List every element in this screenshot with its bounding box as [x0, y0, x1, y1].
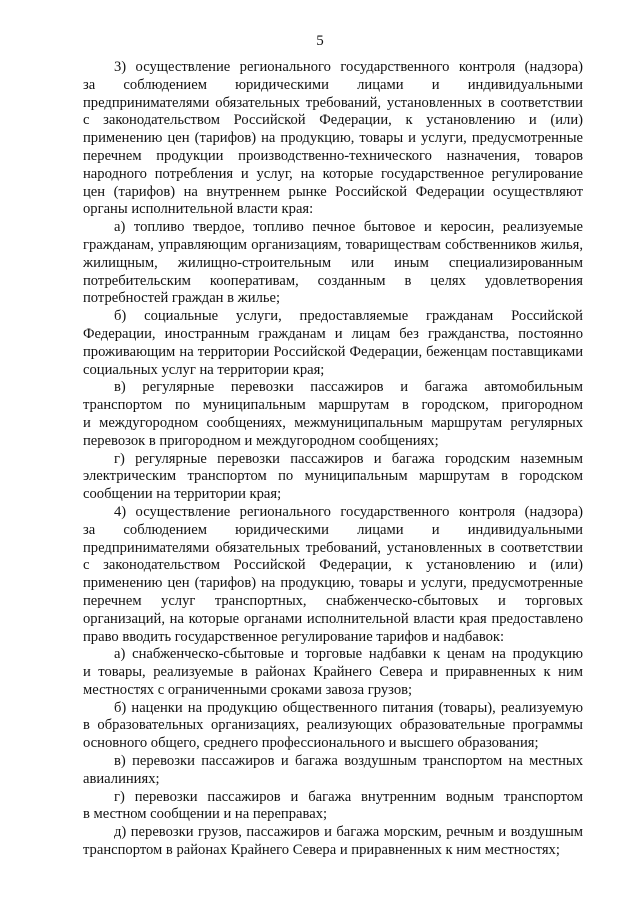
text-line: г) регулярные перевозки пассажиров и багажа городским наземным	[114, 450, 583, 467]
text-line: проживающим на территории Российской Федерации, беженцам поставщиками	[83, 343, 583, 360]
text-line: применению цен (тарифов) на продукцию, товары и услуги, предусмотренные	[83, 575, 583, 592]
paragraph-3b	[83, 308, 583, 379]
paragraph-4d	[83, 824, 583, 860]
text-line: за соблюдением юридическими лицами и индивидуальными	[83, 76, 583, 93]
paragraph-4	[83, 504, 583, 646]
paragraph-3	[83, 59, 583, 219]
text-line: в) перевозки пассажиров и багажа воздушным транспортом на местных	[114, 753, 583, 770]
paragraph-4a	[83, 646, 583, 699]
text-line: потребительским кооперативам, созданным в целях удовлетворения	[83, 272, 583, 289]
text-line: г) перевозки пассажиров и багажа внутренним водным транспортом	[114, 788, 583, 805]
page-number: 5	[316, 33, 324, 49]
text-line: народного потребления и услуг, на которые государственное регулирование	[83, 165, 583, 182]
text-line: органы исполнительной власти края:	[83, 201, 314, 218]
text-line: и товары, реализуемые в районах Крайнего Севера и приравненных к ним	[83, 664, 583, 681]
text-line: электрическим транспортом по муниципальным маршрутам в городском	[83, 468, 583, 485]
text-line: в местном сообщении и на переправах;	[83, 806, 328, 823]
text-line: перечнем продукции производственно-технического назначения, товаров	[83, 147, 583, 164]
text-line: авиалиниях;	[83, 770, 160, 787]
text-line: 3) осуществление регионального государственного контроля (надзора)	[114, 59, 583, 75]
text-line: транспортом по муниципальным маршрутам в городском, пригородном	[83, 397, 583, 414]
text-line: Федерации, иностранным гражданам и лицам без гражданства, постоянно	[83, 325, 583, 342]
text-line: и междугородном сообщениях, межмуниципальным маршрутам регулярных	[83, 414, 583, 431]
text-line: жилищным, жилищно-строительным или иным специализированным	[83, 254, 583, 271]
text-line: б) наценки на продукцию общественного питания (товары), реализуемую	[114, 699, 583, 716]
text-line: перечнем услуг транспортных, снабженческо-сбытовых и торговых	[83, 592, 583, 609]
text-line: потребностей граждан в жилье;	[83, 290, 281, 307]
text-line: сообщении на территории края;	[83, 486, 282, 503]
text-line: с законодательством Российской Федерации, к установлению и (или)	[83, 112, 583, 129]
paragraph-4g	[83, 789, 583, 825]
text-line: д) перевозки грузов, пассажиров и багажа морским, речным и воздушным	[114, 824, 583, 841]
text-line: а) снабженческо-сбытовые и торговые надбавки к ценам на продукцию	[114, 646, 583, 663]
text-line: в) регулярные перевозки пассажиров и багажа автомобильным	[114, 379, 583, 396]
paragraph-3a	[83, 219, 583, 308]
text-line: за соблюдением юридическими лицами и индивидуальными	[83, 521, 583, 538]
text-line: б) социальные услуги, предоставляемые гражданам Российской	[114, 308, 583, 325]
text-line: в образовательных организациях, реализующих образовательные программы	[83, 717, 583, 734]
text-line: местностях с ограниченными сроками завоза грузов;	[83, 681, 413, 698]
paragraph-3g	[83, 451, 583, 504]
paragraph-4v	[83, 753, 583, 789]
text-line: основного общего, среднего профессионального и высшего образования;	[83, 735, 539, 752]
text-line: транспортом в районах Крайнего Севера и приравненных к ним местностях;	[83, 842, 560, 859]
text-line: цен (тарифов) на внутреннем рынке Российской Федерации осуществляют	[83, 183, 583, 200]
text-line: с законодательством Российской Федерации, к установлению и (или)	[83, 557, 583, 574]
document-body	[83, 59, 583, 860]
text-line: право вводить государственное регулирование тарифов и надбавок:	[83, 628, 505, 645]
paragraph-3v	[83, 379, 583, 450]
text-line: а) топливо твердое, топливо печное бытовое и керосин, реализуемые	[114, 219, 583, 236]
text-line: предпринимателями обязательных требований, установленных в соответствии	[83, 94, 583, 111]
text-line: социальных услуг на территории края;	[83, 361, 325, 378]
text-line: организаций, на которые органами исполнительной власти края предоставлено	[83, 610, 583, 627]
text-line: применению цен (тарифов) на продукцию, товары и услуги, предусмотренные	[83, 130, 583, 147]
paragraph-4b	[83, 700, 583, 753]
text-line: гражданам, управляющим организациям, товариществам собственников жилья,	[83, 236, 583, 253]
text-line: перевозок в пригородном и междугородном сообщениях;	[83, 432, 439, 449]
text-line: 4) осуществление регионального государственного контроля (надзора)	[114, 503, 583, 520]
text-line: предпринимателями обязательных требований, установленных в соответствии	[83, 539, 583, 556]
